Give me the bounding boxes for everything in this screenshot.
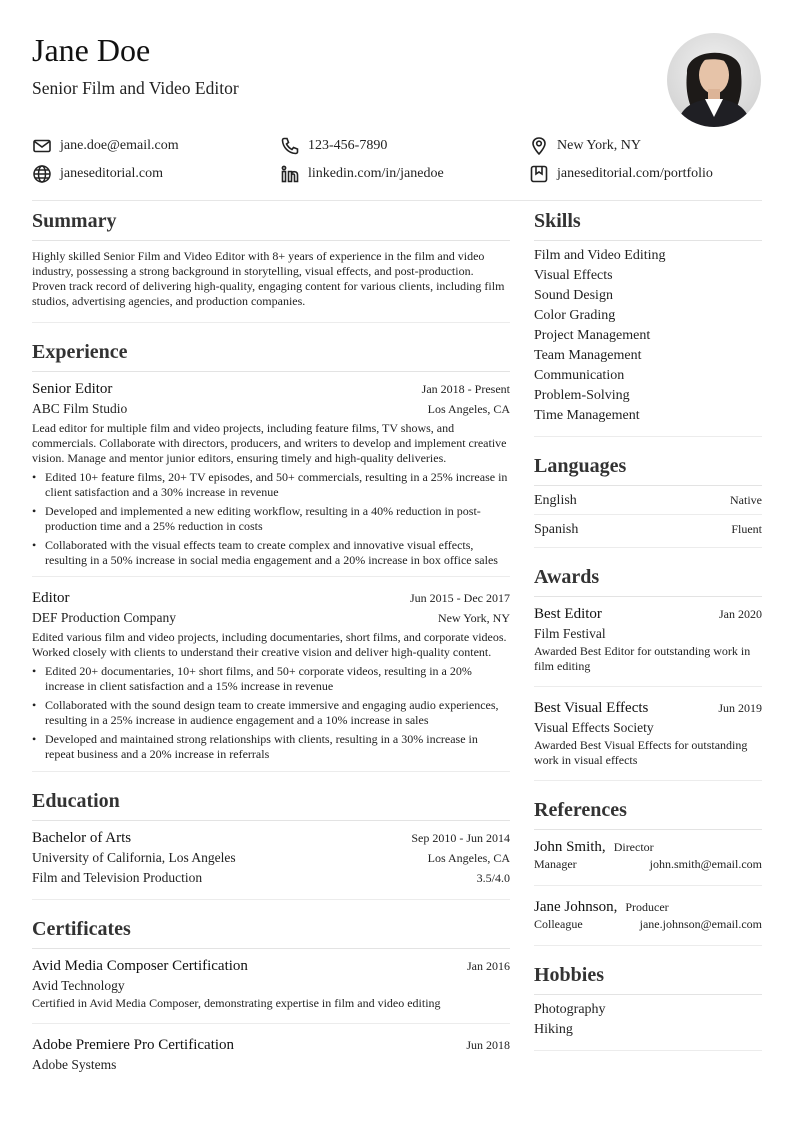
certificate-date: Jan 2016 bbox=[467, 959, 510, 973]
certificates-section bbox=[32, 916, 510, 1075]
contact-phone-text: 123-456-7890 bbox=[308, 138, 388, 153]
contact-phone[interactable] bbox=[280, 134, 387, 158]
awards-section bbox=[534, 564, 762, 781]
job-role: Editor bbox=[32, 590, 70, 606]
contact-linkedin[interactable] bbox=[280, 162, 444, 186]
job-description: Edited various film and video projects, including documentaries, short films, and corporate videos. Worked closely with clients to understand their creative vision and deliver high-quality content. bbox=[32, 630, 507, 659]
award-item bbox=[534, 604, 762, 687]
education-location: Los Angeles, CA bbox=[427, 851, 510, 865]
job-location: Los Angeles, CA bbox=[427, 402, 510, 416]
language-name: Spanish bbox=[534, 522, 579, 537]
mail-icon bbox=[32, 136, 52, 156]
languages-section bbox=[534, 453, 762, 548]
gpa: 3.5/4.0 bbox=[476, 871, 510, 885]
list-item: Photography bbox=[534, 1002, 606, 1017]
award-description: Awarded Best Visual Effects for outstanding work in visual effects bbox=[534, 738, 748, 767]
list-item: Visual Effects bbox=[534, 268, 613, 283]
education-heading: Education bbox=[32, 790, 120, 812]
certificate-issuer: Avid Technology bbox=[32, 978, 125, 993]
list-item: Communication bbox=[534, 368, 625, 383]
hobbies-list bbox=[534, 1000, 762, 1040]
language-level: Fluent bbox=[731, 522, 762, 536]
language-row bbox=[534, 491, 762, 513]
right-column bbox=[534, 208, 762, 1051]
linkedin-icon bbox=[280, 164, 300, 184]
languages-end-rule bbox=[534, 547, 762, 548]
awards-end-rule bbox=[534, 780, 762, 781]
hobbies-heading: Hobbies bbox=[534, 964, 605, 986]
experience-section bbox=[32, 339, 510, 772]
award-org: Visual Effects Society bbox=[534, 720, 654, 735]
references-heading: References bbox=[534, 799, 627, 821]
language-level: Native bbox=[730, 493, 762, 507]
education-end-rule bbox=[32, 899, 510, 900]
reference-item bbox=[534, 837, 762, 886]
education-dates: Sep 2010 - Jun 2014 bbox=[411, 831, 510, 845]
award-item bbox=[534, 698, 762, 781]
certificate-name: Avid Media Composer Certification bbox=[32, 958, 248, 974]
summary-heading: Summary bbox=[32, 210, 117, 232]
award-name: Best Editor bbox=[534, 606, 602, 622]
reference-name: Jane Johnson, bbox=[534, 899, 618, 915]
job-achievements bbox=[32, 470, 510, 568]
reference-relation: Manager bbox=[534, 857, 577, 871]
education-section bbox=[32, 788, 510, 900]
skills-section bbox=[534, 208, 762, 437]
experience-item bbox=[32, 588, 510, 772]
certificates-heading: Certificates bbox=[32, 918, 131, 940]
degree: Bachelor of Arts bbox=[32, 830, 132, 846]
list-item: Hiking bbox=[534, 1022, 573, 1037]
contact-website-text: janeseditorial.com bbox=[60, 166, 164, 181]
reference-email[interactable]: john.smith@email.com bbox=[649, 857, 762, 871]
header-divider bbox=[32, 200, 762, 201]
reference-name: John Smith, bbox=[534, 839, 606, 855]
experience-heading: Experience bbox=[32, 341, 128, 363]
references-rule bbox=[534, 829, 762, 830]
list-item: Problem-Solving bbox=[534, 388, 630, 403]
references-end-rule bbox=[534, 945, 762, 946]
contact-portfolio[interactable] bbox=[529, 162, 713, 186]
references-section bbox=[534, 797, 762, 946]
contact-website[interactable] bbox=[32, 162, 163, 186]
list-item: • Developed and implemented a new editing workflow, resulting in a 40% reduction in post-production time and a 25% reduction in costs bbox=[32, 504, 510, 534]
job-description: Lead editor for multiple film and video projects, including feature films, TV shows, and commercials. Collaborate with directors, producers, and writers to develop and implement creative vision. Manage and mentor junior editors, ensuring timely and high-quality deliveries. bbox=[32, 421, 507, 465]
field-of-study: Film and Television Production bbox=[32, 870, 203, 885]
item-divider bbox=[534, 686, 762, 687]
contact-email-text: jane.doe@email.com bbox=[60, 138, 179, 153]
list-item: • Collaborated with the visual effects team to create complex and innovative visual effects, resulting in a 50% increase in social media engagement and a 20% increase in box office sales bbox=[32, 538, 510, 568]
contact-location-text: New York, NY bbox=[557, 138, 642, 153]
globe-icon bbox=[32, 164, 52, 184]
avatar bbox=[667, 33, 761, 127]
list-item: Team Management bbox=[534, 348, 642, 363]
summary-text: Highly skilled Senior Film and Video Editor with 8+ years of experience in the film and video industry, possessing a strong background in storytelling, visual effects, and post-production. Proven track record of delivering high-quality, engaging content for various clients, including film studios, advertising agencies, and production companies. bbox=[32, 249, 505, 308]
languages-rule bbox=[534, 485, 762, 486]
list-item: Project Management bbox=[534, 328, 651, 343]
job-dates: Jun 2015 - Dec 2017 bbox=[410, 591, 510, 605]
education-rule bbox=[32, 820, 510, 821]
certificate-issuer: Adobe Systems bbox=[32, 1057, 117, 1072]
portfolio-icon bbox=[529, 164, 549, 184]
experience-rule bbox=[32, 371, 510, 372]
item-divider bbox=[32, 1023, 510, 1024]
skills-rule bbox=[534, 240, 762, 241]
certificate-item bbox=[32, 956, 510, 1024]
award-date: Jun 2019 bbox=[718, 701, 762, 715]
list-item: • Edited 20+ documentaries, 10+ short films, and 50+ corporate videos, resulting in a 20% increase in client satisfaction and a 15% increase in revenue bbox=[32, 664, 510, 694]
awards-rule bbox=[534, 596, 762, 597]
certificate-description: Certified in Avid Media Composer, demonstrating expertise in film and video editing bbox=[32, 996, 441, 1010]
item-divider bbox=[534, 885, 762, 886]
list-item: • Developed and maintained strong relationships with clients, resulting in a 30% increase in repeat business and a 20% increase in referrals bbox=[32, 732, 510, 762]
job-location: New York, NY bbox=[437, 611, 510, 625]
list-item: Sound Design bbox=[534, 288, 613, 303]
award-description: Awarded Best Editor for outstanding work in film editing bbox=[534, 644, 751, 673]
certificate-name: Adobe Premiere Pro Certification bbox=[32, 1037, 235, 1053]
contact-email[interactable] bbox=[32, 134, 179, 158]
languages-heading: Languages bbox=[534, 455, 627, 477]
skills-end-rule bbox=[534, 436, 762, 437]
summary-end-rule bbox=[32, 322, 510, 323]
reference-relation: Colleague bbox=[534, 917, 583, 931]
job-achievements bbox=[32, 664, 510, 762]
reference-position: Producer bbox=[625, 900, 669, 914]
candidate-name: Jane Doe bbox=[32, 32, 151, 68]
list-item: Film and Video Editing bbox=[534, 248, 666, 263]
candidate-title: Senior Film and Video Editor bbox=[32, 78, 239, 98]
hobbies-end-rule bbox=[534, 1050, 762, 1051]
job-dates: Jan 2018 - Present bbox=[421, 382, 510, 396]
award-name: Best Visual Effects bbox=[534, 700, 649, 716]
contact-location bbox=[529, 134, 641, 158]
list-item: • Edited 10+ feature films, 20+ TV episodes, and 50+ commercials, resulting in a 25% increase in client satisfaction and a 30% increase in revenue bbox=[32, 470, 510, 500]
certificate-date: Jun 2018 bbox=[466, 1038, 510, 1052]
hobbies-section bbox=[534, 962, 762, 1051]
hobbies-rule bbox=[534, 994, 762, 995]
reference-item bbox=[534, 897, 762, 946]
reference-email[interactable]: jane.johnson@email.com bbox=[639, 917, 762, 931]
certificates-rule bbox=[32, 948, 510, 949]
left-column bbox=[32, 208, 510, 1075]
job-company: DEF Production Company bbox=[32, 610, 176, 625]
awards-heading: Awards bbox=[534, 566, 600, 588]
list-item: Color Grading bbox=[534, 308, 616, 323]
phone-icon bbox=[280, 136, 300, 156]
school: University of California, Los Angeles bbox=[32, 850, 236, 865]
list-item: Time Management bbox=[534, 408, 640, 423]
skills-heading: Skills bbox=[534, 210, 581, 232]
summary-rule bbox=[32, 240, 510, 241]
list-item: • Collaborated with the sound design team to create immersive and engaging audio experiences, resulting in a 25% increase in audience engagement and a 10% increase in sales bbox=[32, 698, 510, 728]
summary-section bbox=[32, 208, 510, 323]
item-divider bbox=[32, 576, 510, 577]
reference-position: Director bbox=[613, 840, 654, 854]
item-divider bbox=[534, 514, 762, 515]
experience-item bbox=[32, 379, 510, 577]
certificate-item bbox=[32, 1035, 510, 1075]
contact-linkedin-text: linkedin.com/in/janedoe bbox=[308, 166, 444, 181]
location-pin-icon bbox=[529, 136, 549, 156]
job-company: ABC Film Studio bbox=[32, 401, 128, 416]
language-row bbox=[534, 520, 762, 542]
skills-list bbox=[534, 246, 762, 426]
job-role: Senior Editor bbox=[32, 381, 113, 397]
item-divider bbox=[32, 771, 510, 772]
award-date: Jan 2020 bbox=[719, 607, 762, 621]
language-name: English bbox=[534, 493, 577, 508]
contact-portfolio-text: janeseditorial.com/portfolio bbox=[557, 166, 713, 181]
award-org: Film Festival bbox=[534, 626, 606, 641]
